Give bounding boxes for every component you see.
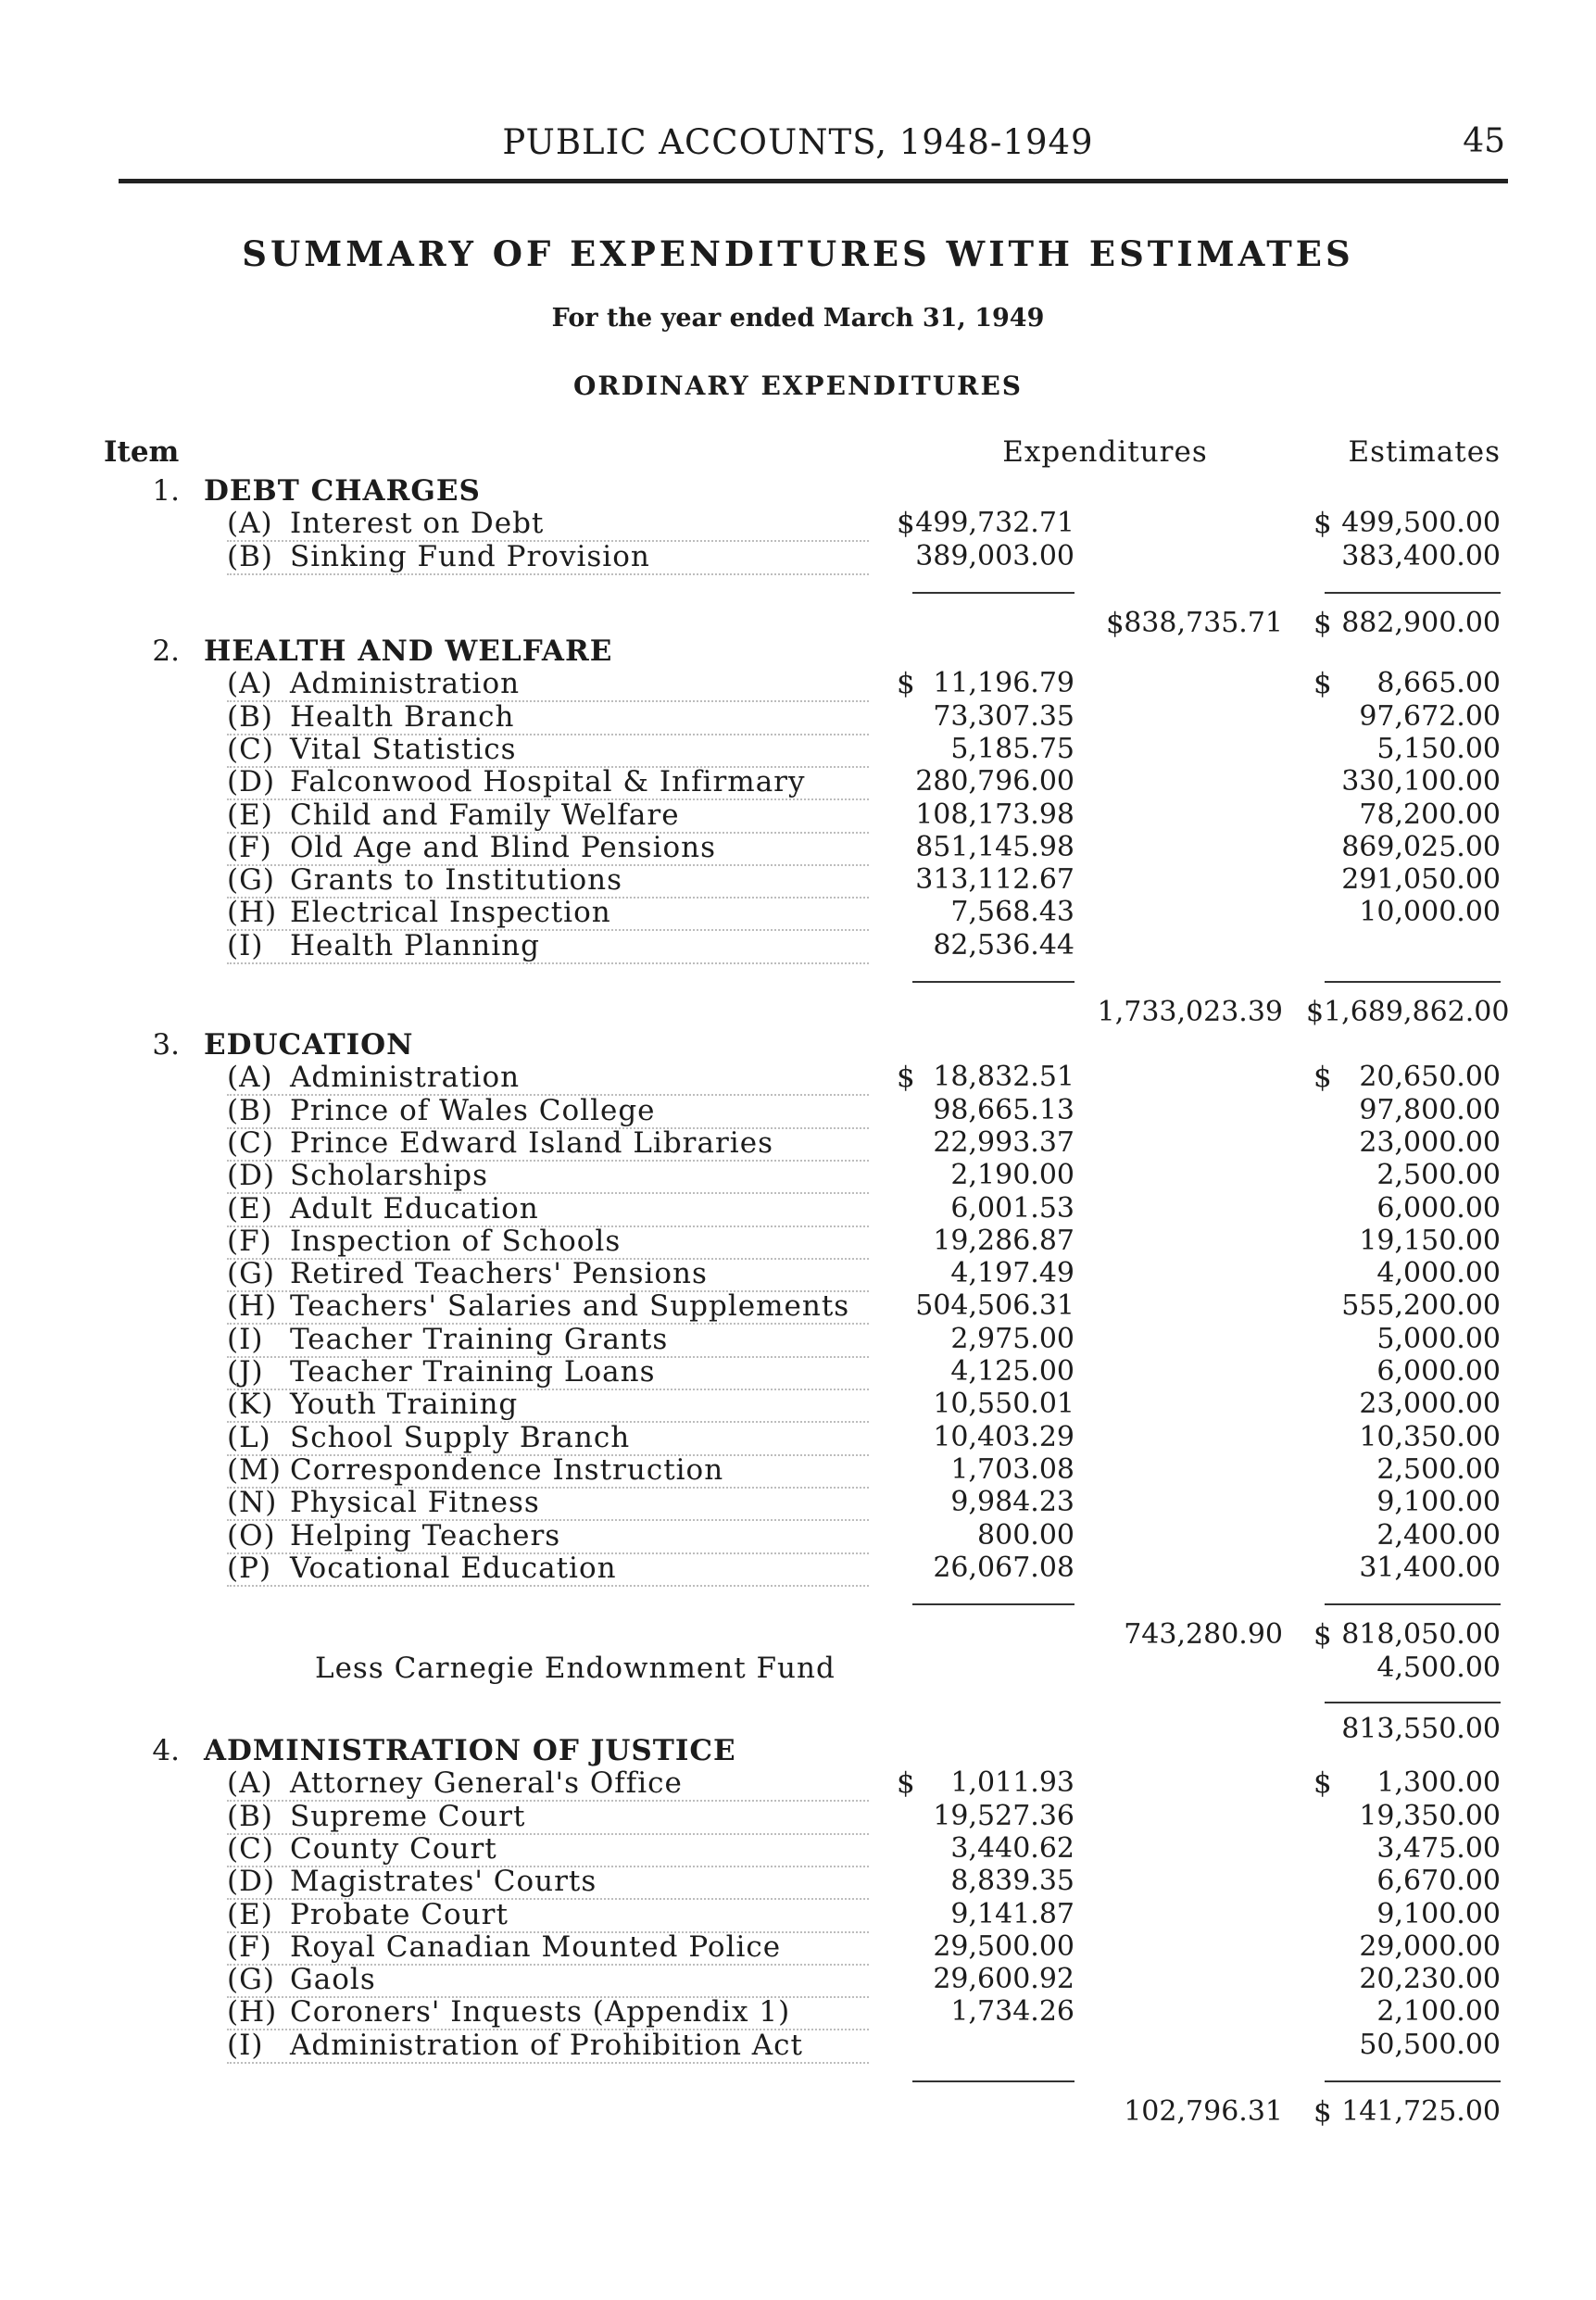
line-item-label [227, 1832, 869, 1867]
line-item-text: Magistrates' Courts [290, 1865, 597, 1899]
estimate-value: 20,230.00 [1359, 1963, 1501, 1996]
estimate-value: 1,300.00 [1376, 1766, 1501, 1800]
line-item-text: Child and Family Welfare [290, 798, 680, 832]
line-item-letter: (G) [227, 863, 275, 898]
line-item-text: Administration [290, 1061, 521, 1095]
expenditure-value: 29,500.00 [933, 1929, 1074, 1963]
section-total-estimate: 818,050.00 [1341, 1617, 1501, 1651]
line-item-text: Adult Education [290, 1191, 539, 1225]
line-item-text: Health Branch [290, 699, 515, 734]
line-item-text: Retired Teachers' Pensions [290, 1257, 708, 1291]
line-item-text: Interest on Debt [290, 507, 545, 541]
line-item-text: Administration [290, 667, 521, 701]
expenditure-value: 4,125.00 [950, 1355, 1074, 1388]
section-number: 2. [152, 635, 180, 668]
line-item-text: Youth Training [290, 1388, 519, 1422]
section-number: 1. [152, 474, 180, 508]
line-item-text: Old Age and Blind Pensions [290, 830, 717, 864]
expenditure-value: 19,286.87 [933, 1224, 1074, 1257]
expenditure-value: 108,173.98 [915, 798, 1074, 831]
estimate-value: 383,400.00 [1341, 539, 1501, 572]
line-item-text: Attorney General's Office [290, 1766, 683, 1801]
expenditure-value: 504,506.31 [915, 1289, 1074, 1323]
line-item-text: Teacher Training Loans [290, 1355, 656, 1389]
estimate-value: 19,150.00 [1359, 1224, 1501, 1257]
line-item-label [227, 896, 869, 931]
estimate-value: 31,400.00 [1359, 1551, 1501, 1584]
line-item-label [227, 1963, 869, 1998]
line-item-letter: (F) [227, 830, 272, 864]
subtotal-rule [912, 592, 1074, 594]
expenditure-value: 19,527.36 [933, 1799, 1074, 1832]
line-item-label [227, 1800, 869, 1835]
line-item-label [227, 1355, 869, 1390]
line-item-letter: (E) [227, 1897, 273, 1931]
line-item-letter: (A) [227, 1766, 273, 1801]
expenditure-value: 29,600.92 [933, 1963, 1074, 1996]
expenditure-value: 9,984.23 [950, 1486, 1074, 1519]
estimate-value: 6,000.00 [1376, 1191, 1501, 1225]
estimate-value: 8,665.00 [1376, 667, 1501, 700]
estimate-value: 9,100.00 [1376, 1486, 1501, 1519]
line-item-letter: (N) [227, 1486, 278, 1520]
expenditure-value: 851,145.98 [915, 830, 1074, 863]
line-item-label [227, 831, 869, 866]
expenditure-currency: $ [897, 507, 915, 541]
expenditure-value: 1,734.26 [950, 1995, 1074, 2029]
expenditure-value: 4,197.49 [950, 1257, 1074, 1290]
estimate-value: 2,500.00 [1376, 1452, 1501, 1486]
section-total-expenditure: 743,280.90 [1124, 1617, 1283, 1651]
line-item-text: Prince Edward Island Libraries [290, 1125, 773, 1160]
line-item-label [227, 507, 869, 542]
expenditure-value: 313,112.67 [915, 863, 1074, 897]
net-estimate-rule [1325, 1702, 1501, 1703]
line-item-label [227, 1486, 869, 1521]
line-item-label [227, 1192, 869, 1227]
line-item-text: Gaols [290, 1963, 376, 1997]
line-item-text: Sinking Fund Provision [290, 539, 650, 573]
section-title: ADMINISTRATION OF JUSTICE [204, 1734, 736, 1767]
expenditure-value: 98,665.13 [933, 1093, 1074, 1126]
header-rule [119, 179, 1508, 183]
line-item-label [227, 540, 869, 575]
expenditure-value: 22,993.37 [933, 1125, 1074, 1159]
line-item-letter: (I) [227, 1322, 264, 1356]
line-item-letter: (D) [227, 765, 276, 799]
line-item-letter: (F) [227, 1929, 272, 1964]
line-item-text: Physical Fitness [290, 1486, 540, 1520]
line-item-label [227, 700, 869, 735]
estimate-value: 5,150.00 [1376, 732, 1501, 765]
expenditure-value: 7,568.43 [950, 896, 1074, 929]
line-item-text: School Supply Branch [290, 1420, 631, 1454]
line-item-text: Falconwood Hospital & Infirmary [290, 765, 806, 799]
expenditure-value: 389,003.00 [915, 539, 1074, 572]
line-item-letter: (C) [227, 1125, 274, 1160]
page-number: 45 [1463, 122, 1505, 160]
expenditure-value: 1,011.93 [950, 1766, 1074, 1800]
expenditure-value: 82,536.44 [933, 928, 1074, 961]
estimate-currency: $ [1313, 1061, 1332, 1095]
line-item-letter: (G) [227, 1257, 275, 1291]
estimate-subtotal-rule [1325, 1603, 1501, 1605]
estimate-value: 10,000.00 [1359, 896, 1501, 929]
line-item-letter: (B) [227, 1093, 273, 1127]
line-item-text: Correspondence Instruction [290, 1452, 724, 1487]
line-item-label [227, 929, 869, 964]
estimate-value: 23,000.00 [1359, 1125, 1501, 1159]
total-estimate-currency: $ [1313, 606, 1332, 640]
line-item-text: Grants to Institutions [290, 863, 623, 898]
line-item-text: Inspection of Schools [290, 1224, 622, 1258]
total-estimate-currency: $ [1313, 1617, 1332, 1652]
line-item-label [227, 1126, 869, 1162]
estimate-value: 5,000.00 [1376, 1322, 1501, 1355]
estimate-value: 555,200.00 [1341, 1289, 1501, 1323]
section-title: HEALTH AND WELFARE [204, 635, 613, 668]
line-item-letter: (A) [227, 507, 273, 541]
line-item-text: Probate Court [290, 1897, 509, 1931]
estimate-subtotal-rule [1325, 981, 1501, 983]
line-item-letter: (E) [227, 798, 273, 832]
line-item-label [227, 765, 869, 800]
section-total-expenditure: 1,733,023.39 [1097, 995, 1283, 1028]
estimate-value: 6,000.00 [1376, 1355, 1501, 1388]
estimate-value: 4,000.00 [1376, 1257, 1501, 1290]
expenditure-value: 1,703.08 [950, 1452, 1074, 1486]
total-estimate-currency: $ [1313, 2094, 1332, 2129]
line-item-text: Royal Canadian Mounted Police [290, 1929, 782, 1964]
estimate-value: 6,670.00 [1376, 1865, 1501, 1898]
less-adjustment-estimate: 4,500.00 [1376, 1651, 1501, 1684]
line-item-label [227, 1257, 869, 1292]
section-total-expenditure: 102,796.31 [1124, 2094, 1283, 2128]
expenditure-value: 6,001.53 [950, 1191, 1074, 1225]
line-item-label [227, 1519, 869, 1554]
line-item-letter: (I) [227, 2028, 264, 2062]
section-title: DEBT CHARGES [204, 474, 481, 508]
estimate-value: 19,350.00 [1359, 1799, 1501, 1832]
estimate-value: 3,475.00 [1376, 1831, 1501, 1865]
running-title: PUBLIC ACCOUNTS, 1948-1949 [502, 122, 1094, 162]
category-title: ORDINARY EXPENDITURES [572, 371, 1024, 401]
line-item-label [227, 1061, 869, 1096]
line-item-letter: (D) [227, 1865, 276, 1899]
expenditure-value: 26,067.08 [933, 1551, 1074, 1584]
line-item-letter: (O) [227, 1518, 276, 1552]
estimate-value: 291,050.00 [1341, 863, 1501, 897]
estimate-value: 78,200.00 [1359, 798, 1501, 831]
line-item-letter: (H) [227, 1995, 278, 2030]
expenditure-value: 499,732.71 [915, 507, 1074, 540]
column-header-expenditures: Expenditures [1002, 435, 1208, 469]
line-item-label [227, 1323, 869, 1358]
line-item-letter: (J) [227, 1355, 264, 1389]
line-item-text: Electrical Inspection [290, 896, 611, 930]
line-item-label [227, 1898, 869, 1933]
estimate-currency: $ [1313, 507, 1332, 541]
estimate-currency: $ [1313, 667, 1332, 701]
line-item-label [227, 1159, 869, 1194]
line-item-label [227, 1930, 869, 1966]
line-item-text: County Court [290, 1831, 497, 1866]
line-item-letter: (H) [227, 1289, 278, 1324]
expenditure-value: 280,796.00 [915, 765, 1074, 798]
line-item-letter: (M) [227, 1452, 282, 1487]
line-item-letter: (E) [227, 1191, 273, 1225]
line-item-letter: (D) [227, 1159, 276, 1193]
line-item-label [227, 2029, 869, 2064]
summary-subtitle: For the year ended March 31, 1949 [551, 304, 1045, 333]
estimate-subtotal-rule [1325, 592, 1501, 594]
estimate-value: 50,500.00 [1359, 2028, 1501, 2061]
expenditure-value: 11,196.79 [933, 667, 1074, 700]
expenditure-currency: $ [897, 1061, 915, 1095]
expenditure-currency: $ [897, 1766, 915, 1801]
estimate-value: 29,000.00 [1359, 1929, 1501, 1963]
estimate-value: 97,800.00 [1359, 1093, 1501, 1126]
line-item-label [227, 1289, 869, 1325]
expenditure-value: 73,307.35 [933, 699, 1074, 733]
line-item-letter: (H) [227, 896, 278, 930]
line-item-letter: (I) [227, 928, 264, 962]
section-total-estimate: 141,725.00 [1341, 2094, 1501, 2128]
line-item-text: Supreme Court [290, 1799, 526, 1833]
line-item-text: Teacher Training Grants [290, 1322, 669, 1356]
line-item-letter: (B) [227, 699, 273, 734]
line-item-text: Administration of Prohibition Act [290, 2028, 803, 2062]
subtotal-rule [912, 981, 1074, 983]
line-item-letter: (C) [227, 1831, 274, 1866]
less-adjustment-label: Less Carnegie Endownment Fund [315, 1651, 836, 1685]
estimate-value: 2,400.00 [1376, 1518, 1501, 1552]
expenditure-value: 2,190.00 [950, 1159, 1074, 1192]
section-title: EDUCATION [204, 1028, 414, 1062]
column-header-estimates: Estimates [1348, 435, 1501, 469]
line-item-label [227, 1995, 869, 2030]
line-item-letter: (B) [227, 539, 273, 573]
estimate-value: 2,500.00 [1376, 1159, 1501, 1192]
estimate-value: 20,650.00 [1359, 1061, 1501, 1094]
line-item-letter: (G) [227, 1963, 275, 1997]
line-item-text: Coroners' Inquests (Appendix 1) [290, 1995, 791, 2030]
line-item-letter: (F) [227, 1224, 272, 1258]
expenditure-value: 2,975.00 [950, 1322, 1074, 1355]
line-item-text: Helping Teachers [290, 1518, 561, 1552]
line-item-label [227, 1865, 869, 1900]
line-item-label [227, 1453, 869, 1489]
line-item-letter: (K) [227, 1388, 274, 1422]
estimate-value: 97,672.00 [1359, 699, 1501, 733]
expenditure-value: 9,141.87 [950, 1897, 1074, 1930]
line-item-letter: (C) [227, 732, 274, 766]
line-item-letter: (A) [227, 667, 273, 701]
line-item-label [227, 1552, 869, 1587]
line-item-letter: (B) [227, 1799, 273, 1833]
line-item-text: Vital Statistics [290, 732, 517, 766]
estimate-currency: $ [1313, 1766, 1332, 1801]
expenditure-value: 3,440.62 [950, 1831, 1074, 1865]
line-item-label [227, 733, 869, 768]
section-total-estimate: $1,689,862.00 [1306, 995, 1510, 1028]
line-item-text: Health Planning [290, 928, 540, 962]
line-item-letter: (L) [227, 1420, 271, 1454]
section-number: 4. [152, 1734, 180, 1767]
line-item-label [227, 863, 869, 899]
expenditure-value: 18,832.51 [933, 1061, 1074, 1094]
estimate-value: 23,000.00 [1359, 1388, 1501, 1421]
estimate-value: 499,500.00 [1341, 507, 1501, 540]
expenditure-value: 10,403.29 [933, 1420, 1074, 1453]
expenditure-currency: $ [897, 667, 915, 701]
expenditure-value: 10,550.01 [933, 1388, 1074, 1421]
line-item-text: Vocational Education [290, 1551, 617, 1585]
subtotal-rule [912, 2080, 1074, 2082]
line-item-label [227, 1388, 869, 1423]
expenditure-value: 8,839.35 [950, 1865, 1074, 1898]
line-item-text: Scholarships [290, 1159, 488, 1193]
line-item-text: Teachers' Salaries and Supplements [290, 1289, 850, 1324]
line-item-text: Prince of Wales College [290, 1093, 656, 1127]
line-item-label [227, 1094, 869, 1129]
section-number: 3. [152, 1028, 180, 1062]
estimate-value: 869,025.00 [1341, 830, 1501, 863]
line-item-label [227, 667, 869, 702]
subtotal-rule [912, 1603, 1074, 1605]
estimate-value: 2,100.00 [1376, 1995, 1501, 2029]
section-total-estimate: 882,900.00 [1341, 606, 1501, 639]
expenditure-value: 5,185.75 [950, 732, 1074, 765]
estimate-value: 9,100.00 [1376, 1897, 1501, 1930]
estimate-subtotal-rule [1325, 2080, 1501, 2082]
expenditure-value: 800.00 [977, 1518, 1074, 1552]
summary-title: SUMMARY OF EXPENDITURES WITH ESTIMATES [242, 233, 1354, 274]
total-currency: $ [1106, 606, 1125, 640]
line-item-label [227, 1421, 869, 1456]
line-item-label [227, 798, 869, 834]
column-header-item: Item [104, 435, 180, 469]
line-item-letter: (P) [227, 1551, 272, 1585]
line-item-letter: (A) [227, 1061, 273, 1095]
line-item-label [227, 1766, 869, 1802]
estimate-value: 330,100.00 [1341, 765, 1501, 798]
estimate-value: 10,350.00 [1359, 1420, 1501, 1453]
net-estimate-total: 813,550.00 [1341, 1712, 1501, 1745]
line-item-label [227, 1225, 869, 1260]
section-total-expenditure: 838,735.71 [1124, 606, 1283, 639]
